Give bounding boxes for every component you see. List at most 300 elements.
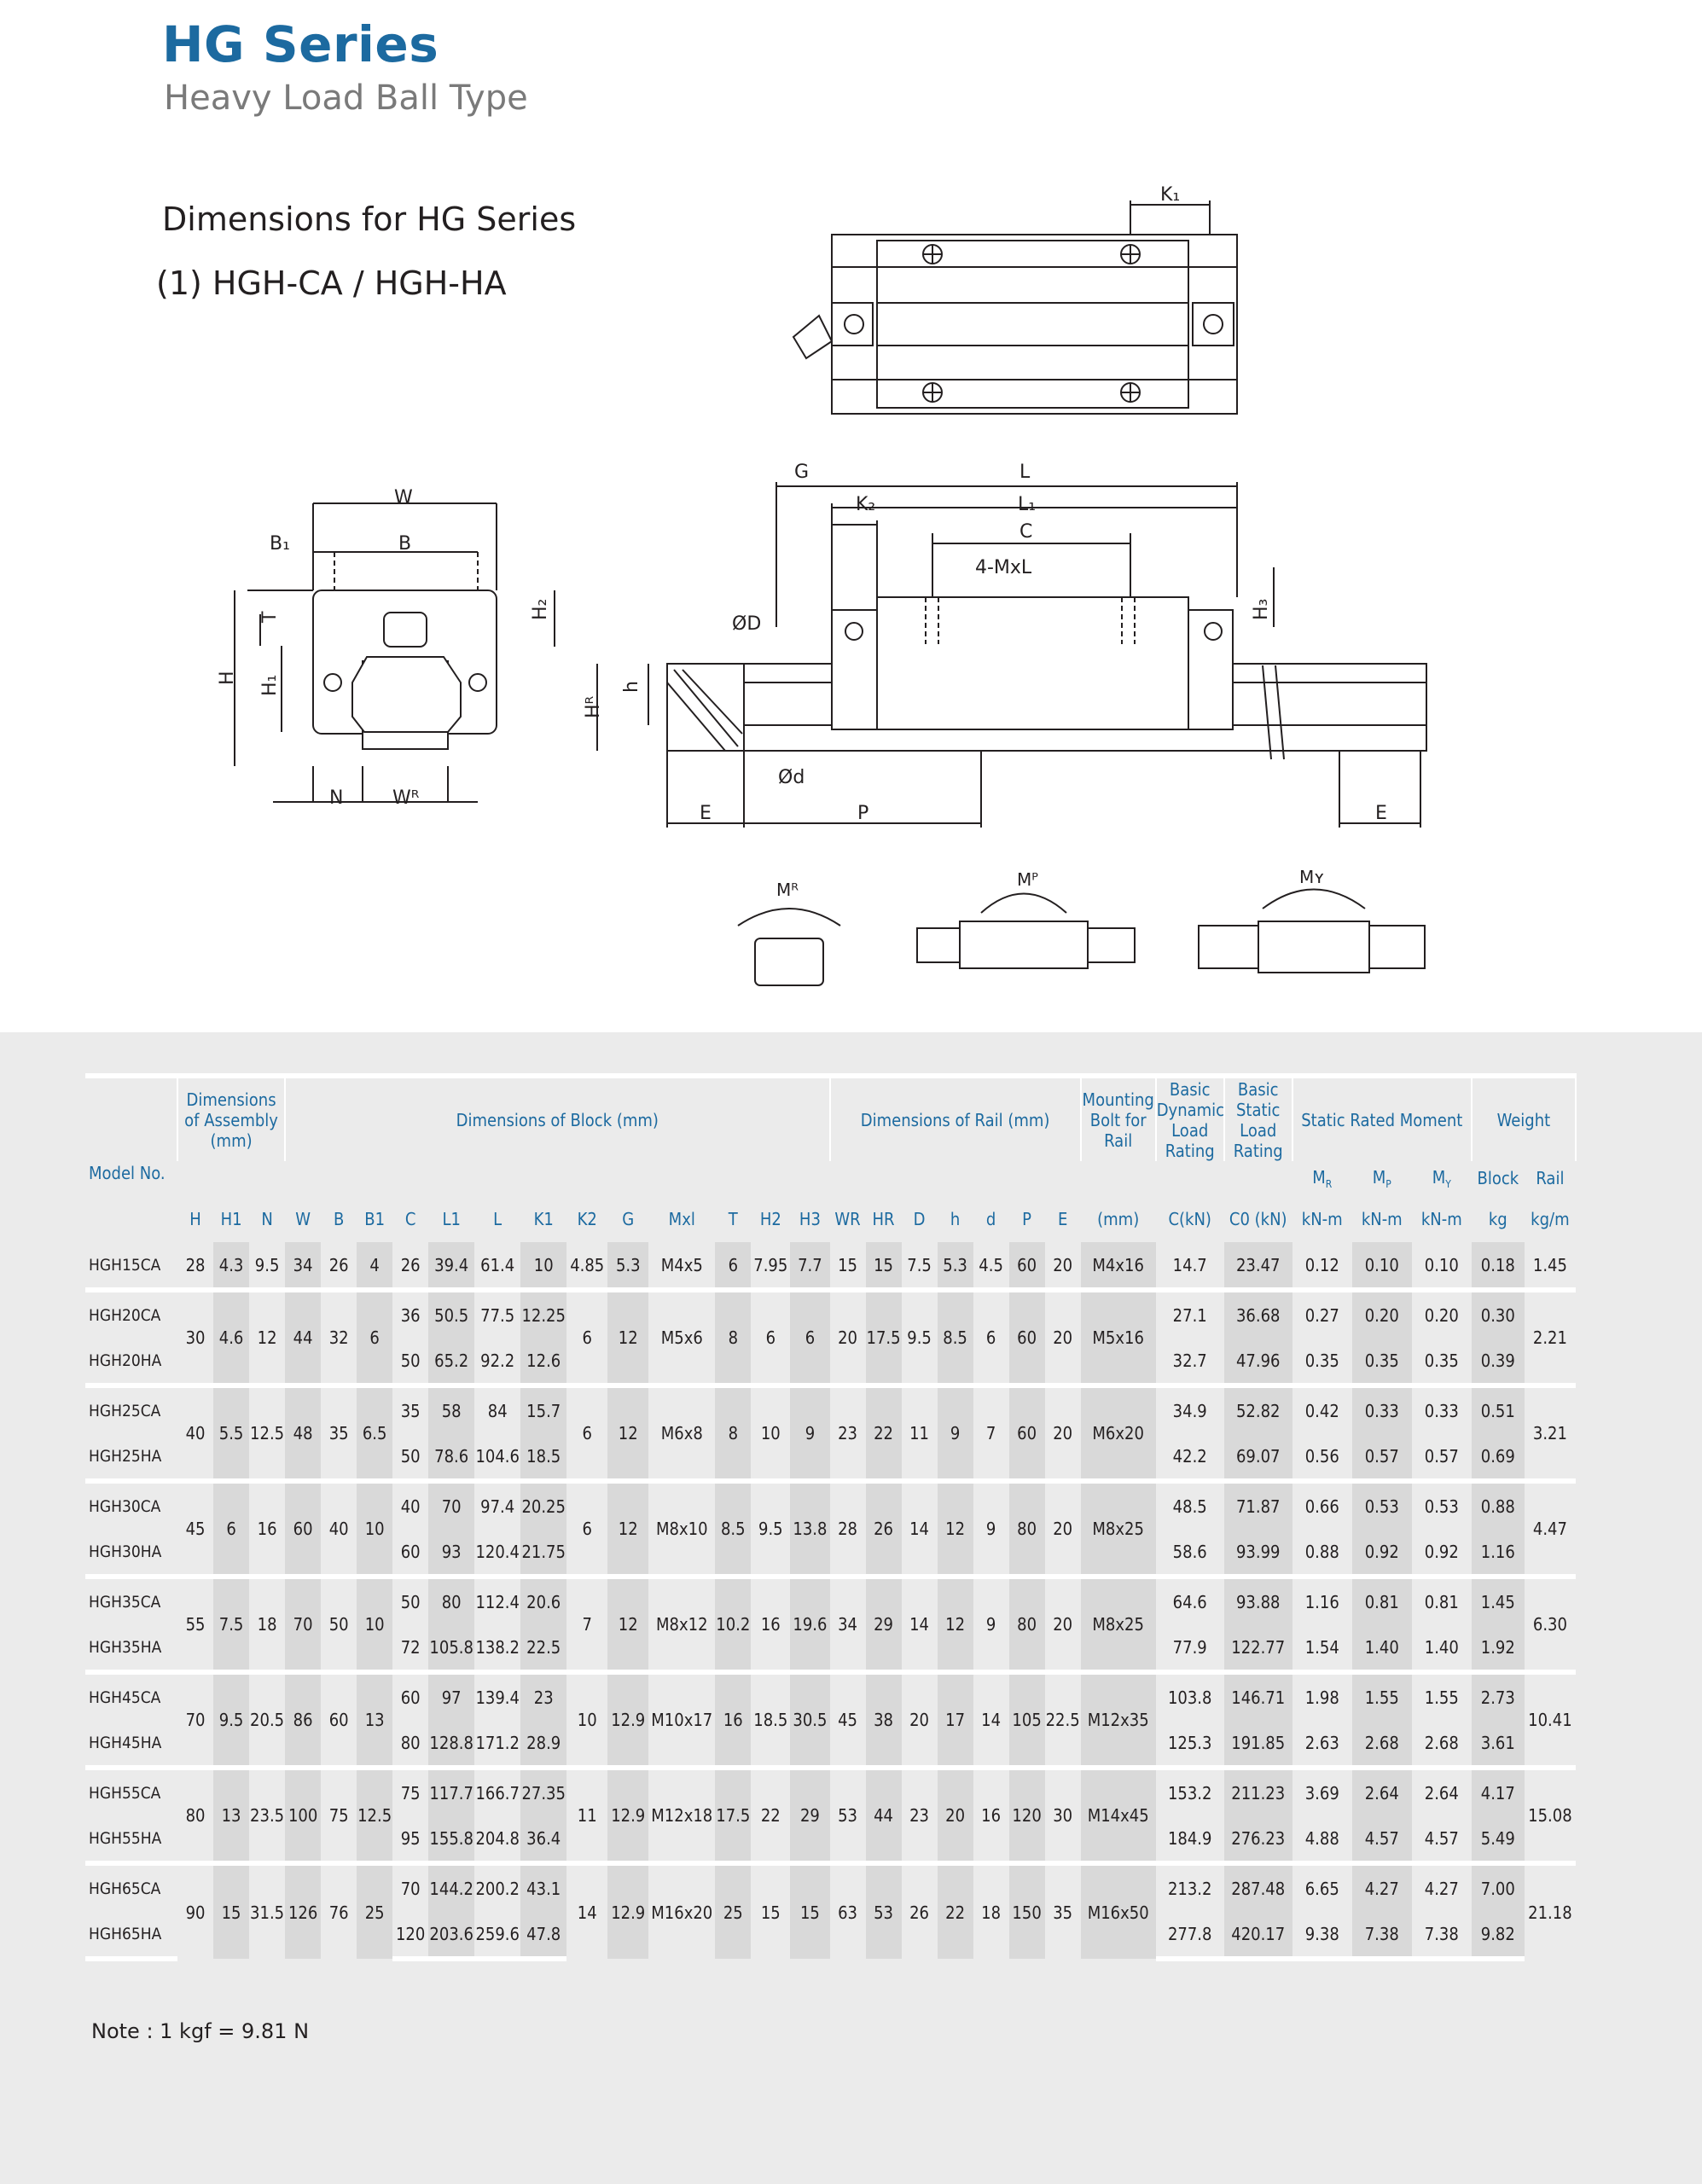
col-header-h: h (950, 1208, 961, 1229)
cell-h2: 18.5 (751, 1672, 790, 1768)
header-mp: $M_P$ (1372, 1166, 1391, 1190)
cell-rail_kgm: 3.21 (1525, 1385, 1576, 1481)
cell-mr: 1.98 (1292, 1672, 1352, 1720)
cell-l1: 58 (428, 1385, 474, 1433)
cell-hr: 38 (866, 1672, 902, 1768)
cell-h3: 7.7 (790, 1242, 829, 1290)
cell-h1: 7.5 (213, 1577, 249, 1672)
cell-k1: 47.8 (520, 1911, 566, 1959)
cell-cdyn: 103.8 (1156, 1672, 1224, 1720)
cell-block_kg: 0.18 (1472, 1242, 1525, 1290)
cell-rail_kgm: 1.45 (1532, 1254, 1567, 1275)
cell-k2: 6 (566, 1290, 607, 1385)
cell-h: 55 (177, 1577, 213, 1672)
cell-t: 8.5 (715, 1481, 751, 1577)
cell-hr: 26 (866, 1481, 902, 1577)
cell-c0: 122.77 (1224, 1624, 1292, 1672)
cell-b: 60 (321, 1672, 357, 1768)
cell-my: 4.57 (1424, 1827, 1459, 1849)
cell-e: 30 (1045, 1768, 1081, 1863)
cell-cdyn: 58.6 (1172, 1541, 1207, 1562)
cell-l: 61.4 (480, 1254, 515, 1275)
cell-my: 0.33 (1412, 1385, 1472, 1433)
cell-g: 12 (607, 1481, 648, 1577)
cell-d: 7 (973, 1385, 1009, 1481)
cell-model: HGH55HA (89, 1828, 162, 1848)
cell-wr: 63 (830, 1863, 866, 1959)
cell-model: HGH65CA (85, 1863, 177, 1911)
cell-model: HGH30HA (89, 1542, 162, 1561)
dim-e-right-label: E (1375, 803, 1387, 824)
cell-h: 70 (177, 1672, 213, 1768)
cell-b1: 10 (357, 1481, 392, 1577)
cell-b1: 25 (357, 1863, 392, 1959)
header-weight: Weight (1472, 1076, 1576, 1161)
cell-hr: 53 (866, 1863, 902, 1959)
cell-my: 1.40 (1424, 1636, 1459, 1658)
cell-e: 20 (1045, 1481, 1081, 1577)
cell-rail_kgm: 21.18 (1525, 1863, 1576, 1959)
cell-my: 0.81 (1412, 1577, 1472, 1624)
cell-mp: 0.92 (1352, 1529, 1412, 1577)
col-header-t: T (728, 1208, 738, 1229)
cell-mxl: M8x12 (648, 1577, 715, 1672)
col-header-h1: H1 (220, 1208, 242, 1229)
cell-mp: 2.68 (1352, 1720, 1412, 1768)
header-mr: $M_R$ (1312, 1166, 1333, 1190)
cell-e: 22.5 (1045, 1672, 1081, 1768)
cell-k1: 23 (520, 1672, 566, 1720)
dim-wr-label: Wᴿ (392, 787, 420, 809)
cell-cdyn: 125.3 (1167, 1732, 1212, 1753)
cell-b1: 12.5 (357, 1768, 392, 1863)
cell-model: HGH65HA (85, 1911, 177, 1959)
cell-mp: 0.57 (1352, 1433, 1412, 1481)
cell-d: 14 (973, 1672, 1009, 1768)
cell-k1: 10 (520, 1242, 566, 1290)
cell-p: 60 (1009, 1385, 1045, 1481)
cell-p: 80 (1009, 1577, 1045, 1672)
col-header-kgm: kg/m (1531, 1208, 1570, 1229)
cell-cdyn: 48.5 (1156, 1481, 1224, 1529)
col-header-b1: B1 (364, 1208, 386, 1229)
cell-my: 2.68 (1424, 1732, 1459, 1753)
cell-l: 259.6 (474, 1911, 520, 1959)
cell-mr: 3.69 (1292, 1768, 1352, 1815)
cell-mr: 0.88 (1304, 1541, 1339, 1562)
col-header-mr-unit: kN-m (1301, 1208, 1343, 1229)
top-view-drawing (793, 200, 1237, 414)
cell-l: 92.2 (480, 1350, 515, 1371)
cell-h: 80 (177, 1768, 213, 1863)
cell-mr: 0.66 (1292, 1481, 1352, 1529)
cell-block_kg: 0.30 (1472, 1290, 1525, 1338)
cell-mxl: M12x18 (648, 1768, 715, 1863)
cell-block_kg: 0.88 (1472, 1481, 1525, 1529)
cell-c0: 93.88 (1224, 1577, 1292, 1624)
cell-h: 90 (177, 1863, 213, 1959)
cell-my: 0.35 (1424, 1350, 1459, 1371)
cell-k1: 28.9 (520, 1720, 566, 1768)
cell-c0: 191.85 (1224, 1720, 1292, 1768)
cell-w: 60 (285, 1481, 321, 1577)
cell-cdyn: 77.9 (1172, 1636, 1207, 1658)
cell-model: HGH35HA (89, 1637, 162, 1657)
cell-h3: 6 (790, 1290, 829, 1385)
cell-w: 86 (285, 1672, 321, 1768)
cell-l1: 144.2 (428, 1863, 474, 1911)
col-header-k1: K1 (533, 1208, 554, 1229)
cell-k2: 4.85 (570, 1254, 605, 1275)
cell-mxl: M6x8 (648, 1385, 715, 1481)
cell-wr: 34 (830, 1577, 866, 1672)
cell-mp: 0.20 (1352, 1290, 1412, 1338)
cell-l1: 70 (428, 1481, 474, 1529)
header-model: Model No. (85, 1076, 177, 1242)
cell-d: 7.5 (907, 1254, 932, 1275)
cell-b1: 6 (357, 1290, 392, 1385)
dim-h3-label: H₃ (1251, 598, 1272, 620)
cell-p: 120 (1009, 1768, 1045, 1863)
cell-c0: 23.47 (1224, 1242, 1292, 1290)
dim-t-label: T (259, 611, 281, 623)
cell-block_kg: 7.00 (1472, 1863, 1525, 1911)
cell-mp: 0.81 (1352, 1577, 1412, 1624)
cell-mxl: M4x5 (660, 1254, 703, 1275)
dim-h1-label: H₁ (259, 674, 281, 696)
cell-l: 139.4 (474, 1672, 520, 1720)
cell-k2: 11 (566, 1768, 607, 1863)
cell-mr: 6.65 (1292, 1863, 1352, 1911)
cell-c: 60 (392, 1672, 428, 1720)
cell-my: 7.38 (1412, 1911, 1472, 1959)
cell-e: 20 (1045, 1290, 1081, 1385)
cell-c0: 287.48 (1224, 1863, 1292, 1911)
cell-rail_kgm: 15.08 (1525, 1768, 1576, 1863)
col-header-kg: kg (1488, 1208, 1507, 1229)
cell-mr: 0.42 (1292, 1385, 1352, 1433)
cell-mr: 1.54 (1304, 1636, 1339, 1658)
cell-wr: 15 (838, 1254, 857, 1275)
cell-b1: 6.5 (357, 1385, 392, 1481)
dim-w-label: W (394, 487, 413, 508)
cell-model: HGH55CA (85, 1768, 177, 1815)
dim-l-label: L (1019, 462, 1031, 483)
cell-mp: 7.38 (1352, 1911, 1412, 1959)
cell-bolt: M5x16 (1081, 1290, 1156, 1385)
col-header-h2: H2 (759, 1208, 781, 1229)
cell-g: 12.9 (607, 1863, 648, 1959)
cell-c: 50 (400, 1350, 421, 1371)
cell-h2: 9.5 (751, 1481, 790, 1577)
cell-l: 77.5 (474, 1290, 520, 1338)
cell-h3: 13.8 (790, 1481, 829, 1577)
cell-block_kg: 2.73 (1472, 1672, 1525, 1720)
cell-c: 36 (392, 1290, 428, 1338)
header-rail-weight: Rail (1536, 1168, 1565, 1188)
cell-k1: 27.35 (520, 1768, 566, 1815)
cell-b1: 13 (357, 1672, 392, 1768)
cell-cdyn: 42.2 (1172, 1445, 1207, 1467)
cell-mr: 0.27 (1292, 1290, 1352, 1338)
cell-w: 70 (285, 1577, 321, 1672)
cell-b: 50 (321, 1577, 357, 1672)
technical-drawings (0, 0, 1702, 1032)
cell-p: 60 (1009, 1290, 1045, 1385)
cell-t: 16 (715, 1672, 751, 1768)
cell-c: 75 (392, 1768, 428, 1815)
col-header-w: W (295, 1208, 311, 1229)
cell-cdyn: 32.7 (1172, 1350, 1207, 1371)
cell-e: 20 (1045, 1385, 1081, 1481)
cell-bolt: M16x50 (1081, 1863, 1156, 1959)
cell-bolt: M14x45 (1081, 1768, 1156, 1863)
table-row (85, 1768, 1576, 1815)
cell-my: 0.92 (1424, 1541, 1459, 1562)
cell-k2: 6 (566, 1385, 607, 1481)
cell-p: 80 (1009, 1481, 1045, 1577)
col-header-h: H (189, 1208, 201, 1229)
cell-c: 120 (392, 1911, 428, 1959)
cell-cdyn: 34.9 (1156, 1385, 1224, 1433)
cell-cdyn: 64.6 (1156, 1577, 1224, 1624)
cell-rail_kgm: 4.47 (1525, 1481, 1576, 1577)
cell-block_kg: 0.39 (1472, 1338, 1525, 1385)
col-header-hr: HR (872, 1208, 895, 1229)
cell-bolt: M4x16 (1081, 1242, 1156, 1290)
cell-l: 204.8 (475, 1827, 520, 1849)
cell-t: 6 (715, 1242, 751, 1290)
cell-l: 112.4 (474, 1577, 520, 1624)
dim-e-left-label: E (700, 803, 712, 824)
cell-l1: 203.6 (428, 1911, 474, 1959)
cell-h1: 13 (213, 1768, 249, 1863)
cell-h: 20 (938, 1768, 973, 1863)
cell-mp: 4.57 (1352, 1815, 1412, 1863)
cell-k1: 21.75 (520, 1529, 566, 1577)
cell-wr: 53 (830, 1768, 866, 1863)
cell-h: 45 (177, 1481, 213, 1577)
header-block: Dimensions of Block (mm) (285, 1076, 829, 1161)
cell-e: 35 (1045, 1863, 1081, 1959)
moment-mr-label: Mᴿ (776, 880, 799, 900)
col-header-k2: K2 (577, 1208, 597, 1229)
cell-wr: 28 (830, 1481, 866, 1577)
cell-c: 35 (392, 1385, 428, 1433)
table-row (85, 1242, 1576, 1290)
cell-h: 40 (177, 1385, 213, 1481)
cell-n: 9.5 (254, 1254, 280, 1275)
cell-h: 5.3 (938, 1242, 973, 1290)
cell-cdyn: 14.7 (1172, 1254, 1207, 1275)
cell-h: 30 (177, 1290, 213, 1385)
cell-n: 20.5 (249, 1672, 285, 1768)
dim-c-label: C (1019, 521, 1033, 543)
spec-table-body (85, 1242, 1576, 1959)
moment-my-label: Mʏ (1299, 867, 1325, 887)
side-view-drawing (597, 482, 1426, 828)
cell-mxl: M8x10 (648, 1481, 715, 1577)
cell-h1: 4.3 (213, 1242, 249, 1290)
cell-l: 166.7 (474, 1768, 520, 1815)
table-row (85, 1577, 1576, 1624)
cell-mr: 0.56 (1304, 1445, 1339, 1467)
cell-p: 150 (1009, 1863, 1045, 1959)
spec-table (85, 1073, 1577, 1961)
cell-mp: 2.64 (1352, 1768, 1412, 1815)
cell-k1: 18.5 (520, 1433, 566, 1481)
cell-d: 16 (973, 1768, 1009, 1863)
cell-c0: 71.87 (1224, 1481, 1292, 1529)
cell-hr: 17.5 (866, 1290, 902, 1385)
cell-l: 84 (474, 1385, 520, 1433)
cell-h: 12 (938, 1481, 973, 1577)
cell-b: 26 (328, 1254, 349, 1275)
cell-mp: 0.53 (1352, 1481, 1412, 1529)
cell-l: 97.4 (474, 1481, 520, 1529)
cell-k1: 36.4 (520, 1815, 566, 1863)
cell-d: 26 (902, 1863, 938, 1959)
header-block-weight: Block (1477, 1168, 1519, 1188)
cell-bolt: M6x20 (1081, 1385, 1156, 1481)
cell-h2: 6 (751, 1290, 790, 1385)
cell-model: HGH35CA (85, 1577, 177, 1624)
cell-mxl: M5x6 (648, 1290, 715, 1385)
cell-rail_kgm: 2.21 (1525, 1290, 1576, 1385)
section-subtitle: (1) HGH-CA / HGH-HA (156, 264, 507, 302)
cell-wr: 20 (830, 1290, 866, 1385)
dim-h-small-label: h (621, 681, 642, 693)
cell-n: 12 (249, 1290, 285, 1385)
cell-k1: 12.6 (520, 1338, 566, 1385)
cell-l1: 93 (428, 1529, 474, 1577)
dim-od-small-label: Ød (778, 767, 805, 788)
cell-l: 120.4 (475, 1541, 520, 1562)
header-moment: Static Rated Moment (1292, 1076, 1472, 1161)
dim-k1-label: K₁ (1160, 184, 1181, 206)
dim-n-label: N (329, 787, 344, 809)
cell-l1: 97 (428, 1672, 474, 1720)
cell-c0: 276.23 (1224, 1815, 1292, 1863)
cell-k1: 20.6 (520, 1577, 566, 1624)
cell-c: 80 (400, 1732, 421, 1753)
col-header-h3: H3 (799, 1208, 821, 1229)
dim-mxl-label: 4-MxL (975, 557, 1032, 578)
dim-l1-label: L₁ (1018, 494, 1037, 515)
cell-d: 4.5 (979, 1254, 1003, 1275)
cell-c0: 36.68 (1224, 1290, 1292, 1338)
cell-l: 171.2 (475, 1732, 520, 1753)
cell-l1: 105.8 (428, 1624, 474, 1672)
col-header-g: G (622, 1208, 635, 1229)
cell-k2: 6 (566, 1481, 607, 1577)
cell-l: 104.6 (475, 1445, 520, 1467)
cell-c0: 211.23 (1224, 1768, 1292, 1815)
cell-block_kg: 0.69 (1472, 1433, 1525, 1481)
cell-t: 17.5 (715, 1768, 751, 1863)
cell-cdyn: 153.2 (1156, 1768, 1224, 1815)
cell-mp: 0.33 (1352, 1385, 1412, 1433)
cell-k1: 20.25 (520, 1481, 566, 1529)
cell-g: 12.9 (607, 1672, 648, 1768)
cell-bolt: M8x25 (1081, 1481, 1156, 1577)
page-title: HG Series (162, 15, 439, 73)
cell-n: 16 (249, 1481, 285, 1577)
cell-block_kg: 1.45 (1472, 1577, 1525, 1624)
col-header-p: P (1022, 1208, 1032, 1229)
unit-note: Note : 1 kgf = 9.81 N (91, 2019, 310, 2043)
cell-mr: 0.12 (1304, 1254, 1339, 1275)
col-header-wr: WR (834, 1208, 861, 1229)
cell-h1: 6 (213, 1481, 249, 1577)
header-rail: Dimensions of Rail (mm) (830, 1076, 1081, 1161)
cell-l1: 65.2 (428, 1338, 474, 1385)
dim-k2-label: K₂ (856, 494, 876, 515)
cell-l1: 80 (428, 1577, 474, 1624)
cell-my: 0.10 (1424, 1254, 1459, 1275)
cell-h: 17 (938, 1672, 973, 1768)
cell-h: 22 (938, 1863, 973, 1959)
cell-k2: 14 (566, 1863, 607, 1959)
cell-c: 72 (400, 1636, 421, 1658)
dim-h-label: H (217, 671, 238, 685)
cell-g: 12.9 (607, 1768, 648, 1863)
col-header-mxl: Mxl (668, 1208, 695, 1229)
col-header-my-unit: kN-m (1420, 1208, 1462, 1229)
col-header-b: B (333, 1208, 345, 1229)
cell-cdyn: 277.8 (1156, 1911, 1224, 1959)
cell-model: HGH45CA (85, 1672, 177, 1720)
cell-k1: 12.25 (520, 1290, 566, 1338)
cell-b: 75 (321, 1768, 357, 1863)
cell-g: 12 (607, 1385, 648, 1481)
cell-n: 31.5 (249, 1863, 285, 1959)
cell-d: 9 (973, 1577, 1009, 1672)
cell-cdyn: 27.1 (1156, 1290, 1224, 1338)
cell-l1: 39.4 (428, 1242, 474, 1290)
header-bolt: Mounting Bolt for Rail (1081, 1076, 1156, 1161)
cell-n: 12.5 (249, 1385, 285, 1481)
cell-h1: 4.6 (213, 1290, 249, 1385)
cell-d: 11 (902, 1385, 938, 1481)
cell-d: 6 (973, 1290, 1009, 1385)
cell-l1: 128.8 (428, 1720, 474, 1768)
dim-od-label: ØD (732, 613, 762, 635)
cell-b1: 4 (357, 1242, 392, 1290)
cell-h: 28 (185, 1254, 206, 1275)
cell-h3: 15 (790, 1863, 829, 1959)
cell-w: 34 (285, 1242, 321, 1290)
cell-mp: 0.35 (1352, 1338, 1412, 1385)
cell-c: 95 (400, 1827, 421, 1849)
cell-h1: 15 (213, 1863, 249, 1959)
cell-c: 50 (392, 1577, 428, 1624)
cell-g: 5.3 (607, 1242, 648, 1290)
cell-rail_kgm: 10.41 (1525, 1672, 1576, 1768)
cell-l1: 117.7 (428, 1768, 474, 1815)
cell-b: 40 (321, 1481, 357, 1577)
cell-h2: 15 (751, 1863, 790, 1959)
cell-my: 4.27 (1412, 1863, 1472, 1911)
cell-block_kg: 1.16 (1472, 1529, 1525, 1577)
table-row (85, 1481, 1576, 1529)
cell-hr: 15 (866, 1242, 902, 1290)
moment-diagrams (738, 890, 1425, 986)
cell-p: 105 (1009, 1672, 1045, 1768)
cell-model: HGH20HA (89, 1350, 162, 1370)
cell-c0: 420.17 (1224, 1911, 1292, 1959)
cell-n: 23.5 (249, 1768, 285, 1863)
